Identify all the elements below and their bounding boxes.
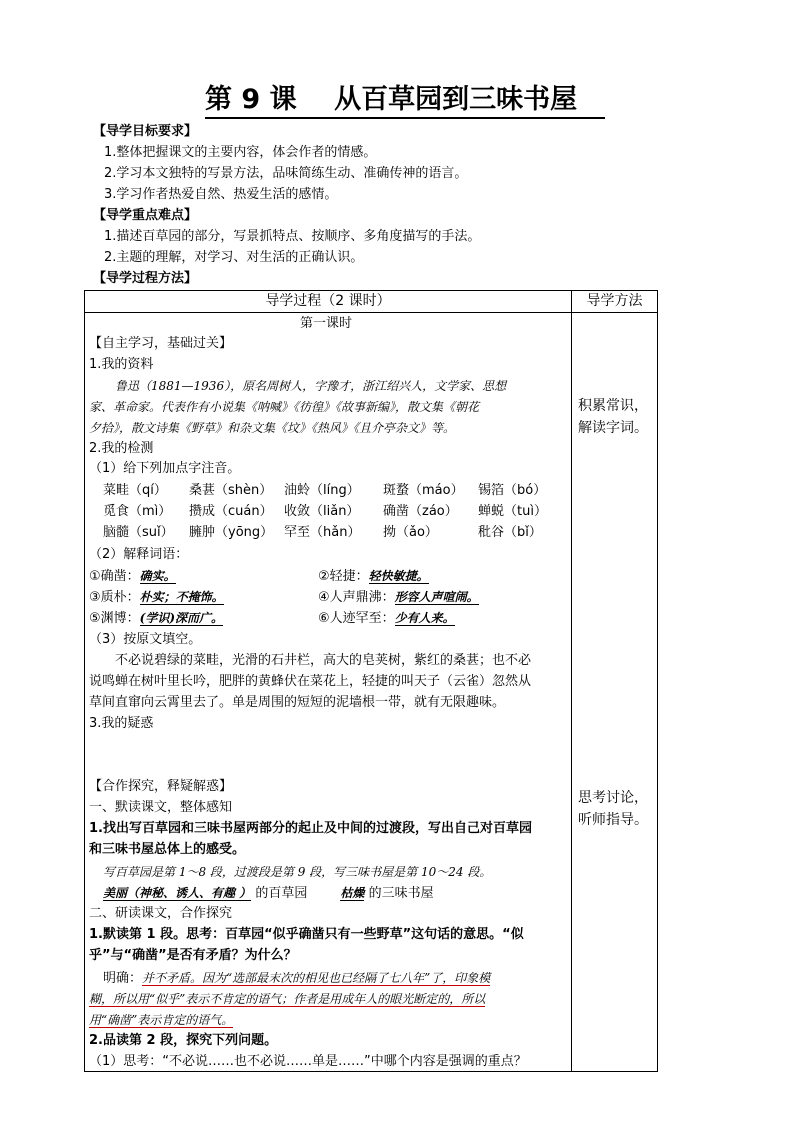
pinyin-item: 拗（ǎo） [383, 525, 438, 540]
vocab-title: （2）解释词语： [89, 547, 189, 562]
goal-item: 2.学习本文独特的写景方法，品味简练生动、准确传神的语言。 [104, 166, 468, 181]
process-content [85, 313, 571, 1071]
goal-item: 1.整体把握课文的主要内容，体会作者的情感。 [104, 145, 377, 160]
materials-title: 1.我的资料 [89, 357, 154, 372]
answer-line: 用“确凿”表示肯定的语气。 [89, 1013, 234, 1027]
goals-heading: 【导学目标要求】 [93, 124, 198, 139]
pinyin-item: 觅食（mì） [103, 504, 172, 519]
col-header-process: 导学过程（2 课时） [85, 291, 572, 313]
keypoints-heading: 【导学重点难点】 [93, 208, 198, 223]
vocab-item: ①确凿：确实。 [89, 569, 176, 584]
lesson-label: 第一课时 [300, 316, 353, 331]
vocab-item: ⑤渊博：(学识)深而广。 [89, 611, 224, 626]
materials-line: 鲁迅（1881—1936），原名周树人，字豫才，浙江绍兴人，文学家、思想 [115, 379, 507, 393]
pinyin-item: 秕谷（bǐ） [478, 525, 542, 540]
page-title: 第 9 课 从百草园到三味书屋 [205, 83, 605, 119]
pinyin-item: 斑蝥（máo） [383, 483, 464, 498]
materials-line: 夕拾》，散文诗集《野草》和杂文集《坟》《热风》《且介亭杂文》等。 [89, 421, 456, 435]
section-heading: 【自主学习，基础过关】 [89, 336, 233, 351]
answer-line: 糊，所以用“似乎”表示不肯定的语气；作者是用成年人的眼光断定的，所以 [89, 992, 486, 1006]
check-title: 2.我的检测 [89, 441, 154, 456]
fill-line: 不必说碧绿的菜畦，光滑的石井栏，高大的皂荚树，紫红的桑葚；也不必 [115, 653, 532, 668]
question-line: 1.找出写百草园和三味书屋两部分的起止及中间的过渡段，写出自己对百草园 [89, 821, 532, 836]
question-line: （1）思考：“不必说……也不必说……单是……”中哪个内容是强调的重点？ [89, 1054, 527, 1069]
question-line: 和三味书屋总体上的感受。 [89, 842, 246, 857]
pinyin-item: 菜畦（qí） [103, 483, 167, 498]
method-content [572, 313, 657, 1071]
materials-line: 家、革命家。代表作有小说集《呐喊》《彷徨》《故事新编》，散文集《朝花 [89, 400, 480, 414]
vocab-item: ③质朴：朴实；不掩饰。 [89, 590, 224, 605]
doubt-title: 3.我的疑惑 [89, 716, 154, 731]
method-text: 听师指导。 [578, 812, 648, 828]
question-line: 1.默读第 1 段。思考：百草园“似乎确凿只有一些野草”这句话的意思。“似 [89, 927, 524, 942]
fill-title: （3）按原文填空。 [89, 632, 202, 647]
part-heading: 一、默读课文，整体感知 [89, 800, 233, 815]
keypoint-item: 1.描述百草园的部分，写景抓特点、按顺序、多角度描写的手法。 [104, 229, 481, 244]
part-heading: 二、研读课文，合作探究 [89, 906, 233, 921]
goal-item: 3.学习作者热爱自然、热爱生活的感情。 [104, 187, 338, 202]
answer-line: 写百草园是第 1～8 段，过渡段是第 9 段，写三味书屋是第 10～24 段。 [103, 865, 492, 879]
vocab-item: ②轻捷：轻快敏捷。 [318, 569, 429, 584]
section-heading: 【合作探究，释疑解惑】 [89, 779, 233, 794]
pinyin-item: 收敛（liǎn） [284, 504, 360, 519]
fill-line: 说鸣蝉在树叶里长吟，肥胖的黄蜂伏在菜花上，轻捷的叫天子（云雀）忽然从 [89, 674, 532, 689]
keypoint-item: 2.主题的理解，对学习、对生活的正确认识。 [104, 250, 364, 265]
method-text: 积累常识， [578, 398, 648, 414]
col-header-method: 导学方法 [572, 291, 658, 313]
pinyin-item: 罕至（hǎn） [284, 525, 361, 540]
pinyin-item: 桑葚（shèn） [189, 483, 273, 498]
guide-table [84, 290, 658, 1072]
method-text: 思考讨论， [578, 790, 648, 806]
answer-line: 明确：并不矛盾。因为“选部最末次的相见也已经隔了七八年”了，印象模 [103, 971, 491, 986]
question-line: 2.品读第 2 段，探究下列问题。 [89, 1033, 278, 1048]
pinyin-item: 脑髓（suǐ） [103, 525, 174, 540]
pinyin-item: 蝉蜕（tuì） [478, 504, 547, 519]
answer-line: 美丽（神秘、诱人、有趣 ） 的百草园 枯燥 的三味书屋 [103, 886, 434, 901]
process-heading: 【导学过程方法】 [93, 271, 198, 286]
pinyin-title: （1）给下列加点字注音。 [89, 461, 241, 476]
pinyin-item: 油蛉（líng） [284, 483, 360, 498]
question-line: 乎”与“确凿”是否有矛盾？为什么？ [89, 948, 297, 963]
fill-line: 草间直窜向云霄里去了。单是周围的短短的泥墙根一带，就有无限趣味。 [89, 695, 506, 710]
pinyin-item: 锡箔（bó） [478, 483, 547, 498]
vocab-item: ⑥人迹罕至：少有人来。 [318, 611, 455, 626]
pinyin-item: 攒成（cuán） [189, 504, 273, 519]
vocab-item: ④人声鼎沸：形容人声喧闹。 [318, 590, 479, 605]
pinyin-item: 确凿（záo） [383, 504, 458, 519]
pinyin-item: 臃肿（yōng） [189, 525, 274, 540]
method-text: 解读字词。 [578, 420, 648, 436]
